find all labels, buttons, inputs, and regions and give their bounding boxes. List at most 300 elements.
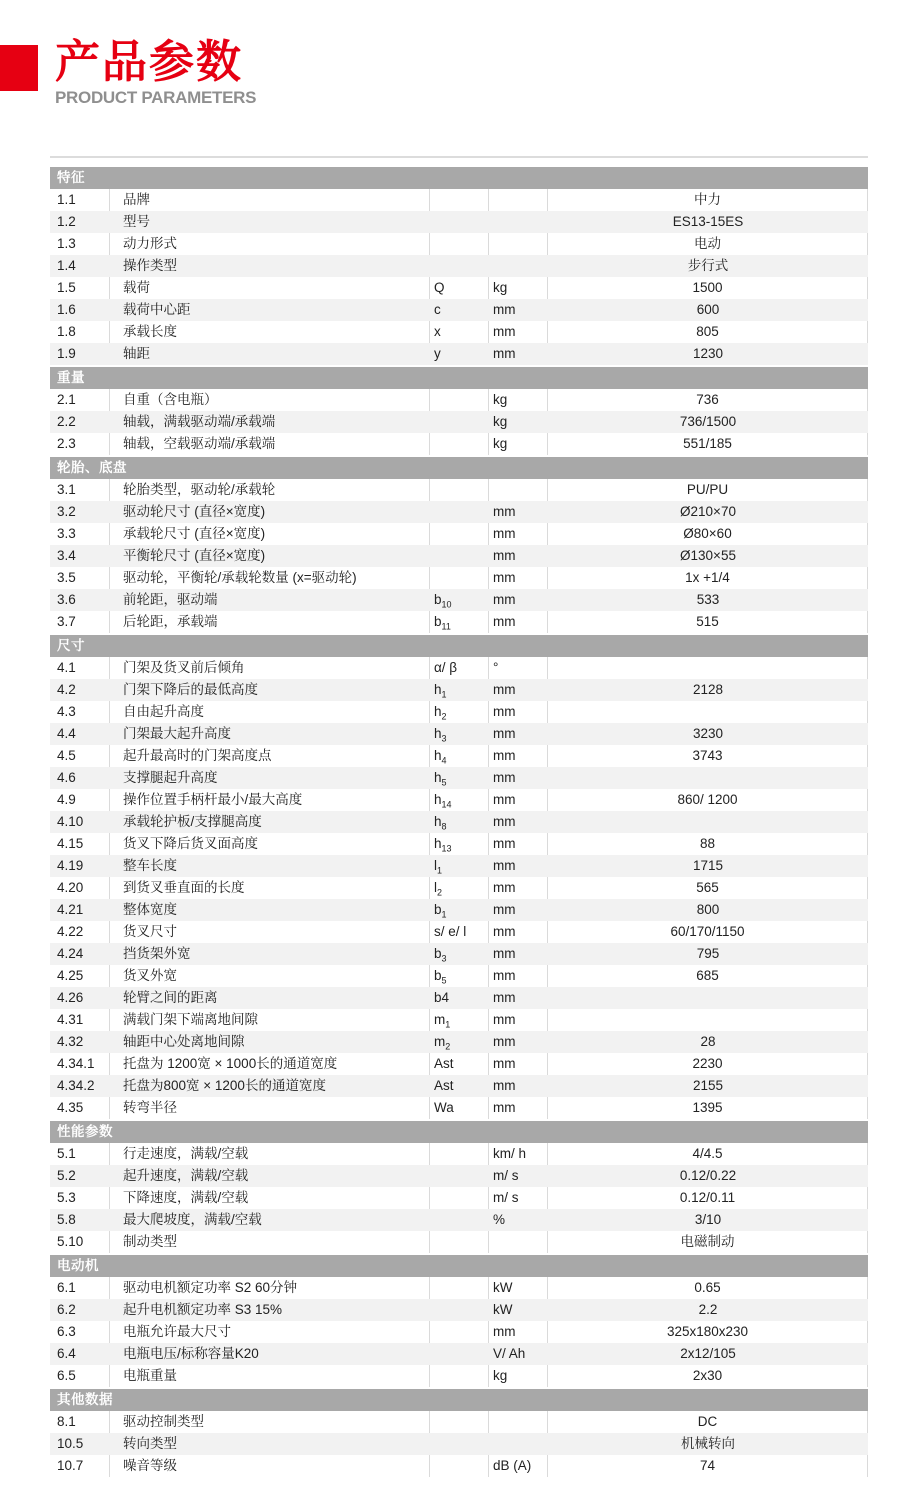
row-value: 805 [548, 321, 868, 343]
row-label: 轴距 [123, 346, 150, 361]
row-symbol: $l_1$ [434, 858, 443, 876]
row-symbol [430, 1411, 489, 1433]
row-value: 515 [548, 611, 868, 633]
row-value: 2155 [692, 1078, 724, 1093]
row-symbol [430, 1321, 489, 1343]
row-value: 1500 [548, 277, 868, 299]
row-value: 1x +1/4 [548, 567, 868, 589]
row-index: 3.2 [57, 504, 76, 519]
row-value: 中力 [548, 189, 868, 211]
row-index: 6.1 [50, 1277, 110, 1299]
row-index: 1.6 [57, 302, 76, 317]
row-index: 2.3 [50, 433, 110, 455]
row-symbol: $b_{11}$ [430, 611, 489, 633]
section-header: 尺寸 [50, 635, 868, 657]
row-label: 电瓶重量 [110, 1365, 430, 1387]
row-unit [489, 479, 548, 501]
row-unit: ° [489, 657, 548, 679]
row-index: 3.4 [57, 548, 76, 563]
row-symbol [430, 1187, 489, 1209]
row-value: 60/170/1150 [548, 921, 868, 943]
parameters-table [50, 156, 868, 1477]
row-unit: kg [489, 389, 548, 411]
row-label: 货叉外宽 [110, 965, 430, 987]
table-row [50, 523, 868, 545]
row-label: 驱动轮尺寸 (直径×宽度) [123, 504, 266, 519]
table-row [50, 389, 868, 411]
red-square-decoration [0, 45, 38, 91]
table-row [50, 1433, 868, 1455]
row-label: 载荷中心距 [123, 302, 191, 317]
row-unit: m/ s [493, 1168, 519, 1183]
row-symbol [430, 1209, 489, 1231]
table-row [50, 1187, 868, 1209]
row-index: 4.4 [57, 726, 76, 741]
row-symbol [430, 411, 489, 433]
row-unit: mm [489, 567, 548, 589]
row-label: 行走速度，满载/空载 [110, 1143, 430, 1165]
row-symbol-subscript: 3 [441, 953, 447, 964]
row-index: 4.2 [57, 682, 76, 697]
row-value [548, 987, 868, 1009]
row-index: 6.2 [57, 1302, 76, 1317]
row-unit: mm [489, 701, 548, 723]
row-index: 4.9 [50, 789, 110, 811]
row-unit: mm [493, 1034, 516, 1049]
row-unit: mm [489, 1053, 548, 1075]
row-index: 2.2 [57, 414, 76, 429]
row-unit: mm [493, 858, 516, 873]
row-unit: mm [489, 321, 548, 343]
row-label: 平衡轮尺寸 (直径×宽度) [123, 548, 266, 563]
row-index: 4.24 [57, 946, 84, 961]
table-row [50, 1411, 868, 1433]
table-row [50, 189, 868, 211]
row-value: 88 [548, 833, 868, 855]
row-label: 起升电机额定功率 S3 15% [123, 1302, 283, 1317]
row-symbol: $b_3$ [434, 946, 447, 964]
row-label: 货叉尺寸 [110, 921, 430, 943]
row-unit: mm [493, 726, 516, 741]
row-unit: mm [489, 921, 548, 943]
row-label: 电瓶电压/标称容量K20 [123, 1346, 259, 1361]
table-row [50, 611, 868, 633]
row-index: 6.4 [57, 1346, 76, 1361]
row-symbol: Ast [434, 1078, 454, 1093]
row-label: 门架下降后的最低高度 [123, 682, 258, 697]
table-row [50, 1299, 868, 1321]
table-row [50, 1053, 868, 1075]
table-row [50, 1165, 868, 1187]
row-unit: mm [493, 946, 516, 961]
row-unit [489, 1231, 548, 1253]
row-symbol [430, 501, 489, 523]
table-row [50, 567, 868, 589]
row-index: 4.31 [50, 1009, 110, 1031]
row-value: 3/10 [694, 1212, 722, 1227]
row-symbol-subscript: 1 [445, 1019, 451, 1030]
table-row [50, 1277, 868, 1299]
row-label: 转弯半径 [110, 1097, 430, 1119]
row-unit: mm [493, 814, 516, 829]
row-symbol: c [434, 302, 441, 317]
row-symbol-subscript: 1 [441, 909, 447, 920]
table-row [50, 479, 868, 501]
row-symbol: Ast [430, 1053, 489, 1075]
row-value: 电动 [548, 233, 868, 255]
table-row [50, 789, 868, 811]
row-value: 3230 [692, 726, 724, 741]
row-label: 载荷 [110, 277, 430, 299]
table-row [50, 321, 868, 343]
row-value: 0.65 [548, 1277, 868, 1299]
row-label: 到货叉垂直面的长度 [110, 877, 430, 899]
row-symbol: $h_2$ [430, 701, 489, 723]
row-unit: mm [489, 745, 548, 767]
row-value: 2x30 [548, 1365, 868, 1387]
row-value: DC [548, 1411, 868, 1433]
row-unit: mm [489, 965, 548, 987]
row-unit: mm [489, 877, 548, 899]
row-symbol [430, 1165, 489, 1187]
row-symbol: $h_8$ [434, 814, 447, 832]
row-symbol: Q [430, 277, 489, 299]
row-index: 1.4 [57, 258, 76, 273]
row-label: 起升最高时的门架高度点 [110, 745, 430, 767]
row-value: Ø130×55 [680, 548, 736, 563]
row-label: 后轮距，承载端 [110, 611, 430, 633]
row-index: 3.3 [50, 523, 110, 545]
row-value: 4/4.5 [548, 1143, 868, 1165]
section-header: 特征 [50, 167, 868, 189]
row-symbol: $h_5$ [434, 770, 447, 788]
table-row [50, 255, 868, 277]
row-unit: mm [489, 1009, 548, 1031]
row-index: 4.10 [57, 814, 84, 829]
row-label: 自重（含电瓶） [110, 389, 430, 411]
row-label: 驱动控制类型 [110, 1411, 430, 1433]
row-index: 1.1 [50, 189, 110, 211]
section-header: 轮胎、底盘 [50, 457, 868, 479]
table-row [50, 411, 868, 433]
table-row [50, 299, 868, 321]
row-unit: V/ Ah [493, 1346, 526, 1361]
table-row [50, 545, 868, 567]
row-unit [489, 1433, 548, 1455]
row-label: 下降速度，满载/空载 [110, 1187, 430, 1209]
row-index: 4.20 [50, 877, 110, 899]
row-symbol: $m_2$ [434, 1034, 451, 1052]
row-label: 门架最大起升高度 [123, 726, 231, 741]
row-symbol [430, 255, 489, 277]
row-label: 电瓶允许最大尺寸 [110, 1321, 430, 1343]
row-label: 操作类型 [123, 258, 177, 273]
row-index: 4.32 [57, 1034, 84, 1049]
row-symbol: Wa [430, 1097, 489, 1119]
row-unit: mm [493, 682, 516, 697]
row-value: 0.12/0.22 [679, 1168, 737, 1183]
row-unit [489, 255, 548, 277]
section-header: 性能参数 [50, 1121, 868, 1143]
row-value: 860/ 1200 [548, 789, 868, 811]
row-symbol [430, 567, 489, 589]
row-value: 1715 [692, 858, 724, 873]
row-symbol: α/ β [430, 657, 489, 679]
row-label: 操作位置手柄杆最小/最大高度 [110, 789, 430, 811]
section-header: 电动机 [50, 1255, 868, 1277]
row-symbol: x [430, 321, 489, 343]
row-symbol-subscript: 1 [441, 689, 447, 700]
row-index: 6.3 [50, 1321, 110, 1343]
table-sections [50, 167, 868, 1477]
row-symbol-subscript: 14 [441, 799, 452, 810]
row-label: 前轮距，驱动端 [123, 592, 218, 607]
row-unit [489, 189, 548, 211]
row-symbol: $b_{10}$ [434, 592, 452, 610]
row-symbol [430, 479, 489, 501]
row-unit: kg [489, 1365, 548, 1387]
row-label: 转向类型 [123, 1436, 177, 1451]
table-row [50, 1321, 868, 1343]
row-symbol: $h_{14}$ [430, 789, 489, 811]
table-row [50, 277, 868, 299]
table-row [50, 723, 868, 745]
row-unit: mm [489, 833, 548, 855]
row-value: 74 [548, 1455, 868, 1477]
table-row [50, 589, 868, 611]
page-header [55, 36, 256, 107]
row-symbol [430, 233, 489, 255]
row-label: 噪音等级 [110, 1455, 430, 1477]
table-row [50, 921, 868, 943]
row-index: 4.5 [50, 745, 110, 767]
row-value: 800 [696, 902, 720, 917]
row-symbol [430, 545, 489, 567]
row-label: 支撑腿起升高度 [123, 770, 218, 785]
row-index: 1.9 [57, 346, 76, 361]
row-symbol: b4 [434, 990, 450, 1005]
row-value: 565 [548, 877, 868, 899]
row-index: 2.1 [50, 389, 110, 411]
row-value: 机械转向 [681, 1436, 735, 1451]
row-label: 整车长度 [123, 858, 177, 873]
row-label: 承载轮护板/支撑腿高度 [123, 814, 262, 829]
row-symbol [430, 211, 489, 233]
row-label: 起升速度，满载/空载 [123, 1168, 249, 1183]
row-index: 4.22 [50, 921, 110, 943]
row-index: 3.1 [50, 479, 110, 501]
row-unit: mm [489, 523, 548, 545]
row-symbol [430, 1277, 489, 1299]
row-label: 轴载，空载驱动端/承载端 [110, 433, 430, 455]
row-unit: kW [493, 1302, 513, 1317]
table-row [50, 1231, 868, 1253]
row-value: 736/1500 [679, 414, 737, 429]
row-index: 5.10 [50, 1231, 110, 1253]
row-value: 736 [548, 389, 868, 411]
row-value: 28 [700, 1034, 716, 1049]
table-row [50, 767, 868, 789]
table-row [50, 1209, 868, 1231]
row-index: 4.26 [57, 990, 84, 1005]
row-index: 5.3 [50, 1187, 110, 1209]
table-row [50, 811, 868, 833]
row-index: 1.2 [57, 214, 76, 229]
table-row [50, 211, 868, 233]
row-index: 4.6 [57, 770, 76, 785]
row-index: 5.2 [57, 1168, 76, 1183]
row-index: 10.7 [50, 1455, 110, 1477]
row-unit: mm [489, 611, 548, 633]
table-row [50, 233, 868, 255]
row-symbol-subscript: 4 [441, 755, 447, 766]
row-index: 10.5 [57, 1436, 84, 1451]
row-index: 3.5 [50, 567, 110, 589]
table-row [50, 1455, 868, 1477]
row-index: 5.8 [57, 1212, 76, 1227]
row-unit: mm [493, 902, 516, 917]
row-symbol-subscript: 5 [441, 777, 447, 788]
row-unit: mm [493, 548, 516, 563]
row-symbol: $l_2$ [430, 877, 489, 899]
row-index: 1.8 [50, 321, 110, 343]
row-symbol-subscript: 8 [441, 821, 447, 832]
row-value: 685 [548, 965, 868, 987]
table-row [50, 965, 868, 987]
table-row [50, 1009, 868, 1031]
row-index: 4.34.1 [50, 1053, 110, 1075]
row-unit: m/ s [489, 1187, 548, 1209]
row-symbol [430, 1231, 489, 1253]
row-symbol-subscript: 13 [441, 843, 452, 854]
row-value: 795 [696, 946, 720, 961]
row-label: 驱动电机额定功率 S2 60分钟 [110, 1277, 430, 1299]
table-row [50, 1143, 868, 1165]
row-unit: mm [493, 990, 516, 1005]
row-value: Ø210×70 [680, 504, 736, 519]
row-label: 动力形式 [110, 233, 430, 255]
row-unit: mm [493, 770, 516, 785]
row-symbol [430, 433, 489, 455]
row-value: 600 [696, 302, 720, 317]
row-symbol-subscript: 11 [441, 621, 451, 632]
row-symbol: $b_5$ [430, 965, 489, 987]
table-row [50, 987, 868, 1009]
row-symbol-subscript: 5 [441, 975, 447, 986]
row-label: 最大爬坡度，满载/空载 [123, 1212, 262, 1227]
row-symbol [430, 1365, 489, 1387]
row-index: 5.1 [50, 1143, 110, 1165]
row-symbol [430, 389, 489, 411]
row-index: 8.1 [50, 1411, 110, 1433]
row-index: 3.7 [50, 611, 110, 633]
row-label: 型号 [123, 214, 150, 229]
row-unit [489, 211, 548, 233]
table-row [50, 1031, 868, 1053]
row-symbol [430, 189, 489, 211]
row-label: 满载门架下端离地间隙 [110, 1009, 430, 1031]
row-value: 1395 [548, 1097, 868, 1119]
row-label: 轮胎类型，驱动轮/承载轮 [110, 479, 430, 501]
row-label: 轴载，满载驱动端/承载端 [123, 414, 276, 429]
row-value [548, 657, 868, 679]
row-index: 6.5 [50, 1365, 110, 1387]
row-index: 4.21 [57, 902, 84, 917]
row-symbol-subscript: 1 [437, 865, 443, 876]
row-value: 3743 [548, 745, 868, 767]
row-value: 325x180x230 [548, 1321, 868, 1343]
row-label: 整体宽度 [123, 902, 177, 917]
row-unit: mm [493, 592, 516, 607]
row-value: 2230 [548, 1053, 868, 1075]
row-symbol [430, 1343, 489, 1365]
row-symbol [430, 1433, 489, 1455]
row-label: 制动类型 [110, 1231, 430, 1253]
row-value [548, 1009, 868, 1031]
row-index: 4.1 [50, 657, 110, 679]
row-label: 轮臂之间的距离 [123, 990, 218, 1005]
table-row [50, 1343, 868, 1365]
row-label: 承载长度 [110, 321, 430, 343]
table-row [50, 899, 868, 921]
row-label: 门架及货叉前后倾角 [110, 657, 430, 679]
row-unit: mm [489, 1097, 548, 1119]
row-unit [489, 1411, 548, 1433]
table-row [50, 657, 868, 679]
row-symbol-subscript: 2 [445, 1041, 451, 1052]
row-symbol-subscript: 2 [437, 887, 443, 898]
row-symbol [430, 1455, 489, 1477]
row-symbol: $h_3$ [434, 726, 447, 744]
row-index: 4.25 [50, 965, 110, 987]
row-value: PU/PU [548, 479, 868, 501]
row-value: ES13-15ES [672, 214, 744, 229]
row-unit: dB (A) [489, 1455, 548, 1477]
table-row [50, 1097, 868, 1119]
row-value: 0.12/0.11 [548, 1187, 868, 1209]
row-index: 4.34.2 [57, 1078, 95, 1093]
table-row [50, 877, 868, 899]
row-value [548, 767, 868, 789]
row-unit [489, 233, 548, 255]
row-symbol-subscript: 10 [441, 599, 452, 610]
row-symbol: $h_1$ [434, 682, 447, 700]
page-title: 产品参数 [55, 36, 244, 87]
table-row [50, 343, 868, 365]
table-row [50, 745, 868, 767]
row-value: 电磁制动 [548, 1231, 868, 1253]
table-row [50, 1365, 868, 1387]
table-row [50, 1075, 868, 1097]
row-symbol [430, 523, 489, 545]
row-unit: kW [489, 1277, 548, 1299]
row-unit: mm [489, 1321, 548, 1343]
row-unit: kg [489, 433, 548, 455]
row-value: 2x12/105 [680, 1346, 736, 1361]
row-label: 品牌 [110, 189, 430, 211]
row-value: 步行式 [687, 258, 729, 273]
row-unit: kg [489, 277, 548, 299]
row-value: 533 [696, 592, 720, 607]
row-unit: mm [489, 789, 548, 811]
row-index: 4.35 [50, 1097, 110, 1119]
row-unit: km/ h [489, 1143, 548, 1165]
row-unit: kg [493, 414, 508, 429]
row-value [548, 811, 868, 833]
row-symbol: $m_1$ [430, 1009, 489, 1031]
row-label: 自由起升高度 [110, 701, 430, 723]
row-label: 驱动轮，平衡轮/承载轮数量 (x=驱动轮) [110, 567, 430, 589]
